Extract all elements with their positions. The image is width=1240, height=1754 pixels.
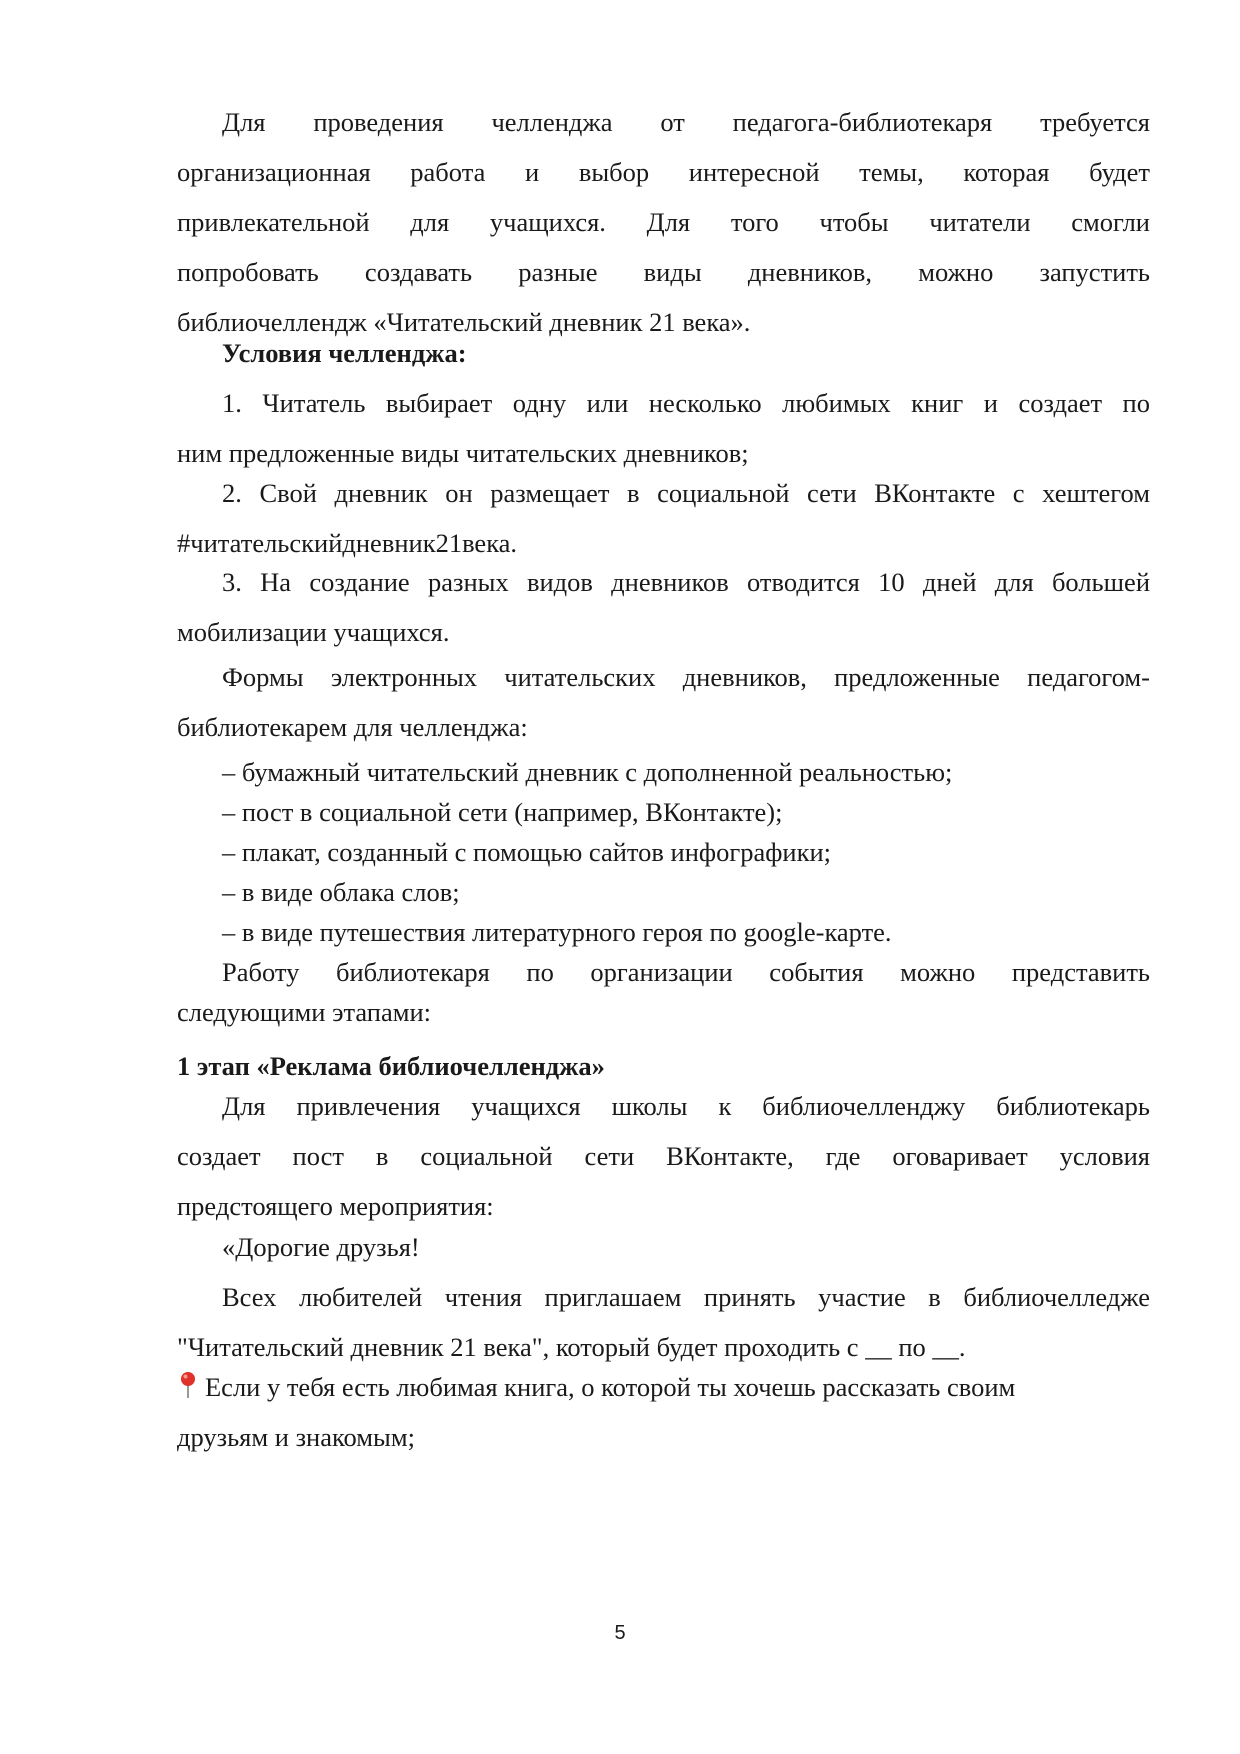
page-number: 5 xyxy=(614,1622,626,1644)
text-line: друзьям и знакомым; xyxy=(177,1422,415,1452)
text-line: Для проведения челленджа от педагога-библиотекаря требуется xyxy=(222,107,1150,137)
forms-intro-paragraph xyxy=(177,652,1150,752)
text-line: следующими этапами: xyxy=(177,997,432,1027)
text-line: Всех любителей чтения приглашаем принять участие в библиочелледже xyxy=(222,1282,1150,1312)
intro-paragraph xyxy=(177,97,1150,347)
condition-item-3 xyxy=(177,557,1150,657)
pin-text: Если у тебя есть любимая книга, о которой ты хочешь рассказать своим xyxy=(205,1372,1016,1402)
text-line: "Читательский дневник 21 века", который будет проходить с __ по __. xyxy=(177,1332,966,1362)
condition-item-1 xyxy=(177,378,1150,478)
text-line: библиочеллендж «Читательский дневник 21 века». xyxy=(177,307,751,337)
text-line: библиотекарем для челленджа: xyxy=(177,712,528,742)
text-line: 3. На создание разных видов дневников отводится 10 дней для большей xyxy=(222,567,1150,597)
stage-1-heading: 1 этап «Реклама библиочелленджа» xyxy=(177,1051,605,1081)
text-line xyxy=(177,1362,1150,1412)
list-item: – в виде облака слов; xyxy=(222,877,460,907)
list-item: – плакат, созданный с помощью сайтов инфографики; xyxy=(222,837,831,867)
stage-1-paragraph xyxy=(177,1081,1150,1231)
text-line: #читательскийдневник21века. xyxy=(177,528,518,558)
text-line: предстоящего мероприятия: xyxy=(177,1191,494,1221)
invite-paragraph xyxy=(177,1272,1150,1372)
list-item: – пост в социальной сети (например, ВКонтакте); xyxy=(222,797,783,827)
text-line: мобилизации учащихся. xyxy=(177,617,450,647)
list-item: – в виде путешествия литературного героя по google-карте. xyxy=(222,917,892,947)
pin-paragraph xyxy=(177,1362,1150,1462)
round-pushpin-icon xyxy=(177,1371,199,1399)
text-line: ним предложенные виды читательских дневников; xyxy=(177,438,749,468)
text-line: 2. Свой дневник он размещает в социальной сети ВКонтакте с хештегом xyxy=(222,478,1150,508)
text-line: Формы электронных читательских дневников, предложенные педагогом- xyxy=(222,662,1150,692)
text-line: 1. Читатель выбирает одну или несколько любимых книг и создает по xyxy=(222,388,1150,418)
text-line: создает пост в социальной сети ВКонтакте, где оговаривает условия xyxy=(177,1141,1150,1171)
forms-list xyxy=(177,752,1150,952)
text-line: попробовать создавать разные виды дневников, можно запустить xyxy=(177,257,1150,287)
text-line: Для привлечения учащихся школы к библиочелленджу библиотекарь xyxy=(222,1091,1150,1121)
condition-item-2 xyxy=(177,468,1150,568)
conditions-heading: Условия челленджа: xyxy=(222,338,467,368)
text-line: организационная работа и выбор интересной темы, которая будет xyxy=(177,157,1150,187)
list-item: – бумажный читательский дневник с дополненной реальностью; xyxy=(222,757,953,787)
greeting: «Дорогие друзья! xyxy=(222,1232,420,1262)
text-line: привлекательной для учащихся. Для того чтобы читатели смогли xyxy=(177,207,1150,237)
stages-intro-paragraph xyxy=(177,952,1150,1032)
text-line: Работу библиотекаря по организации события можно представить xyxy=(222,957,1150,987)
